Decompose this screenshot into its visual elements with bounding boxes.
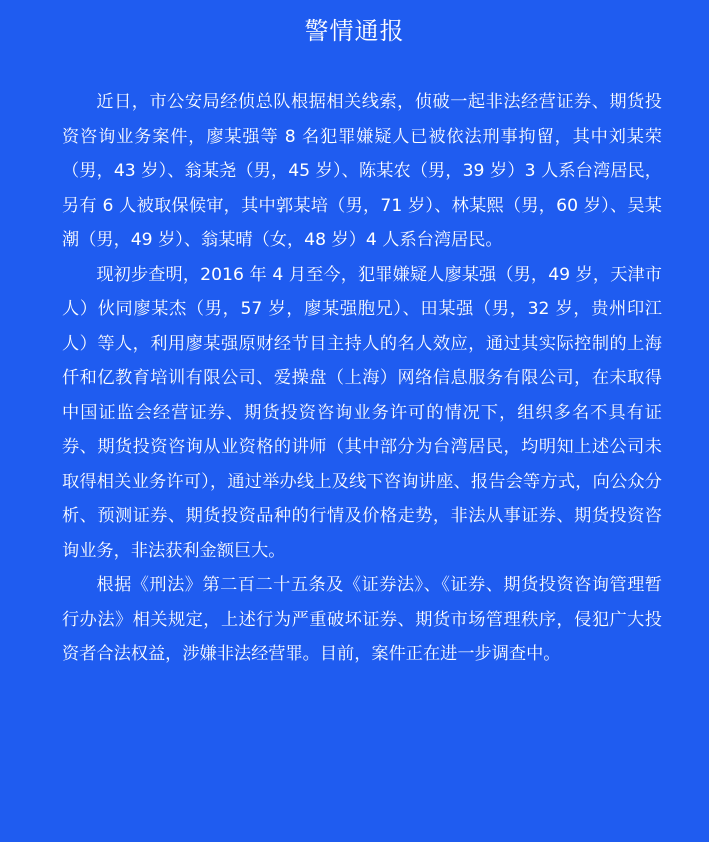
- notice-title: 警情通报: [304, 17, 405, 45]
- paragraph-legal-basis: 根据《刑法》第二百二十五条及《证券法》、《证券、期货投资咨询管理暂行办法》相关规定，上述行为严重破坏证券、期货市场管理秩序，侵犯广大投资者合法权益，涉嫌非法经营罪。目前，案件正在进一步调查中。: [62, 575, 662, 664]
- paragraph-case-summary: 近日，市公安局经侦总队根据相关线索，侦破一起非法经营证券、期货投资咨询业务案件，廖某强等 8 名犯罪嫌疑人已被依法刑事拘留，其中刘某荣（男，43 岁）、翁某尧（男，45 岁）、陈某农（男，39 岁）3 人系台湾居民，另有 6 人被取保候审，其中郭某培（男，71 岁）、林某熙（男，60 岁）、吴某潮（男，49 岁）、翁某晴（女，48 岁）4 人系台湾居民。: [62, 92, 662, 250]
- notice-body: [62, 85, 662, 672]
- paragraph-investigation-findings: 现初步查明，2016 年 4 月至今，犯罪嫌疑人廖某强（男，49 岁，天津市人）伙同廖某杰（男，57 岁，廖某强胞兄）、田某强（男，32 岁，贵州印江人）等人，利用廖某强原财经节目主持人的名人效应，通过其实际控制的上海仟和亿教育培训有限公司、爱操盘（上海）网络信息服务有限公司，在未取得中国证监会经营证券、期货投资咨询业务许可的情况下，组织多名不具有证券、期货投资咨询从业资格的讲师（其中部分为台湾居民，均明知上述公司未取得相关业务许可），通过举办线上及线下咨询讲座、报告会等方式，向公众分析、预测证券、期货投资品种的行情及价格走势，非法从事证券、期货投资咨询业务，非法获利金额巨大。: [62, 264, 662, 561]
